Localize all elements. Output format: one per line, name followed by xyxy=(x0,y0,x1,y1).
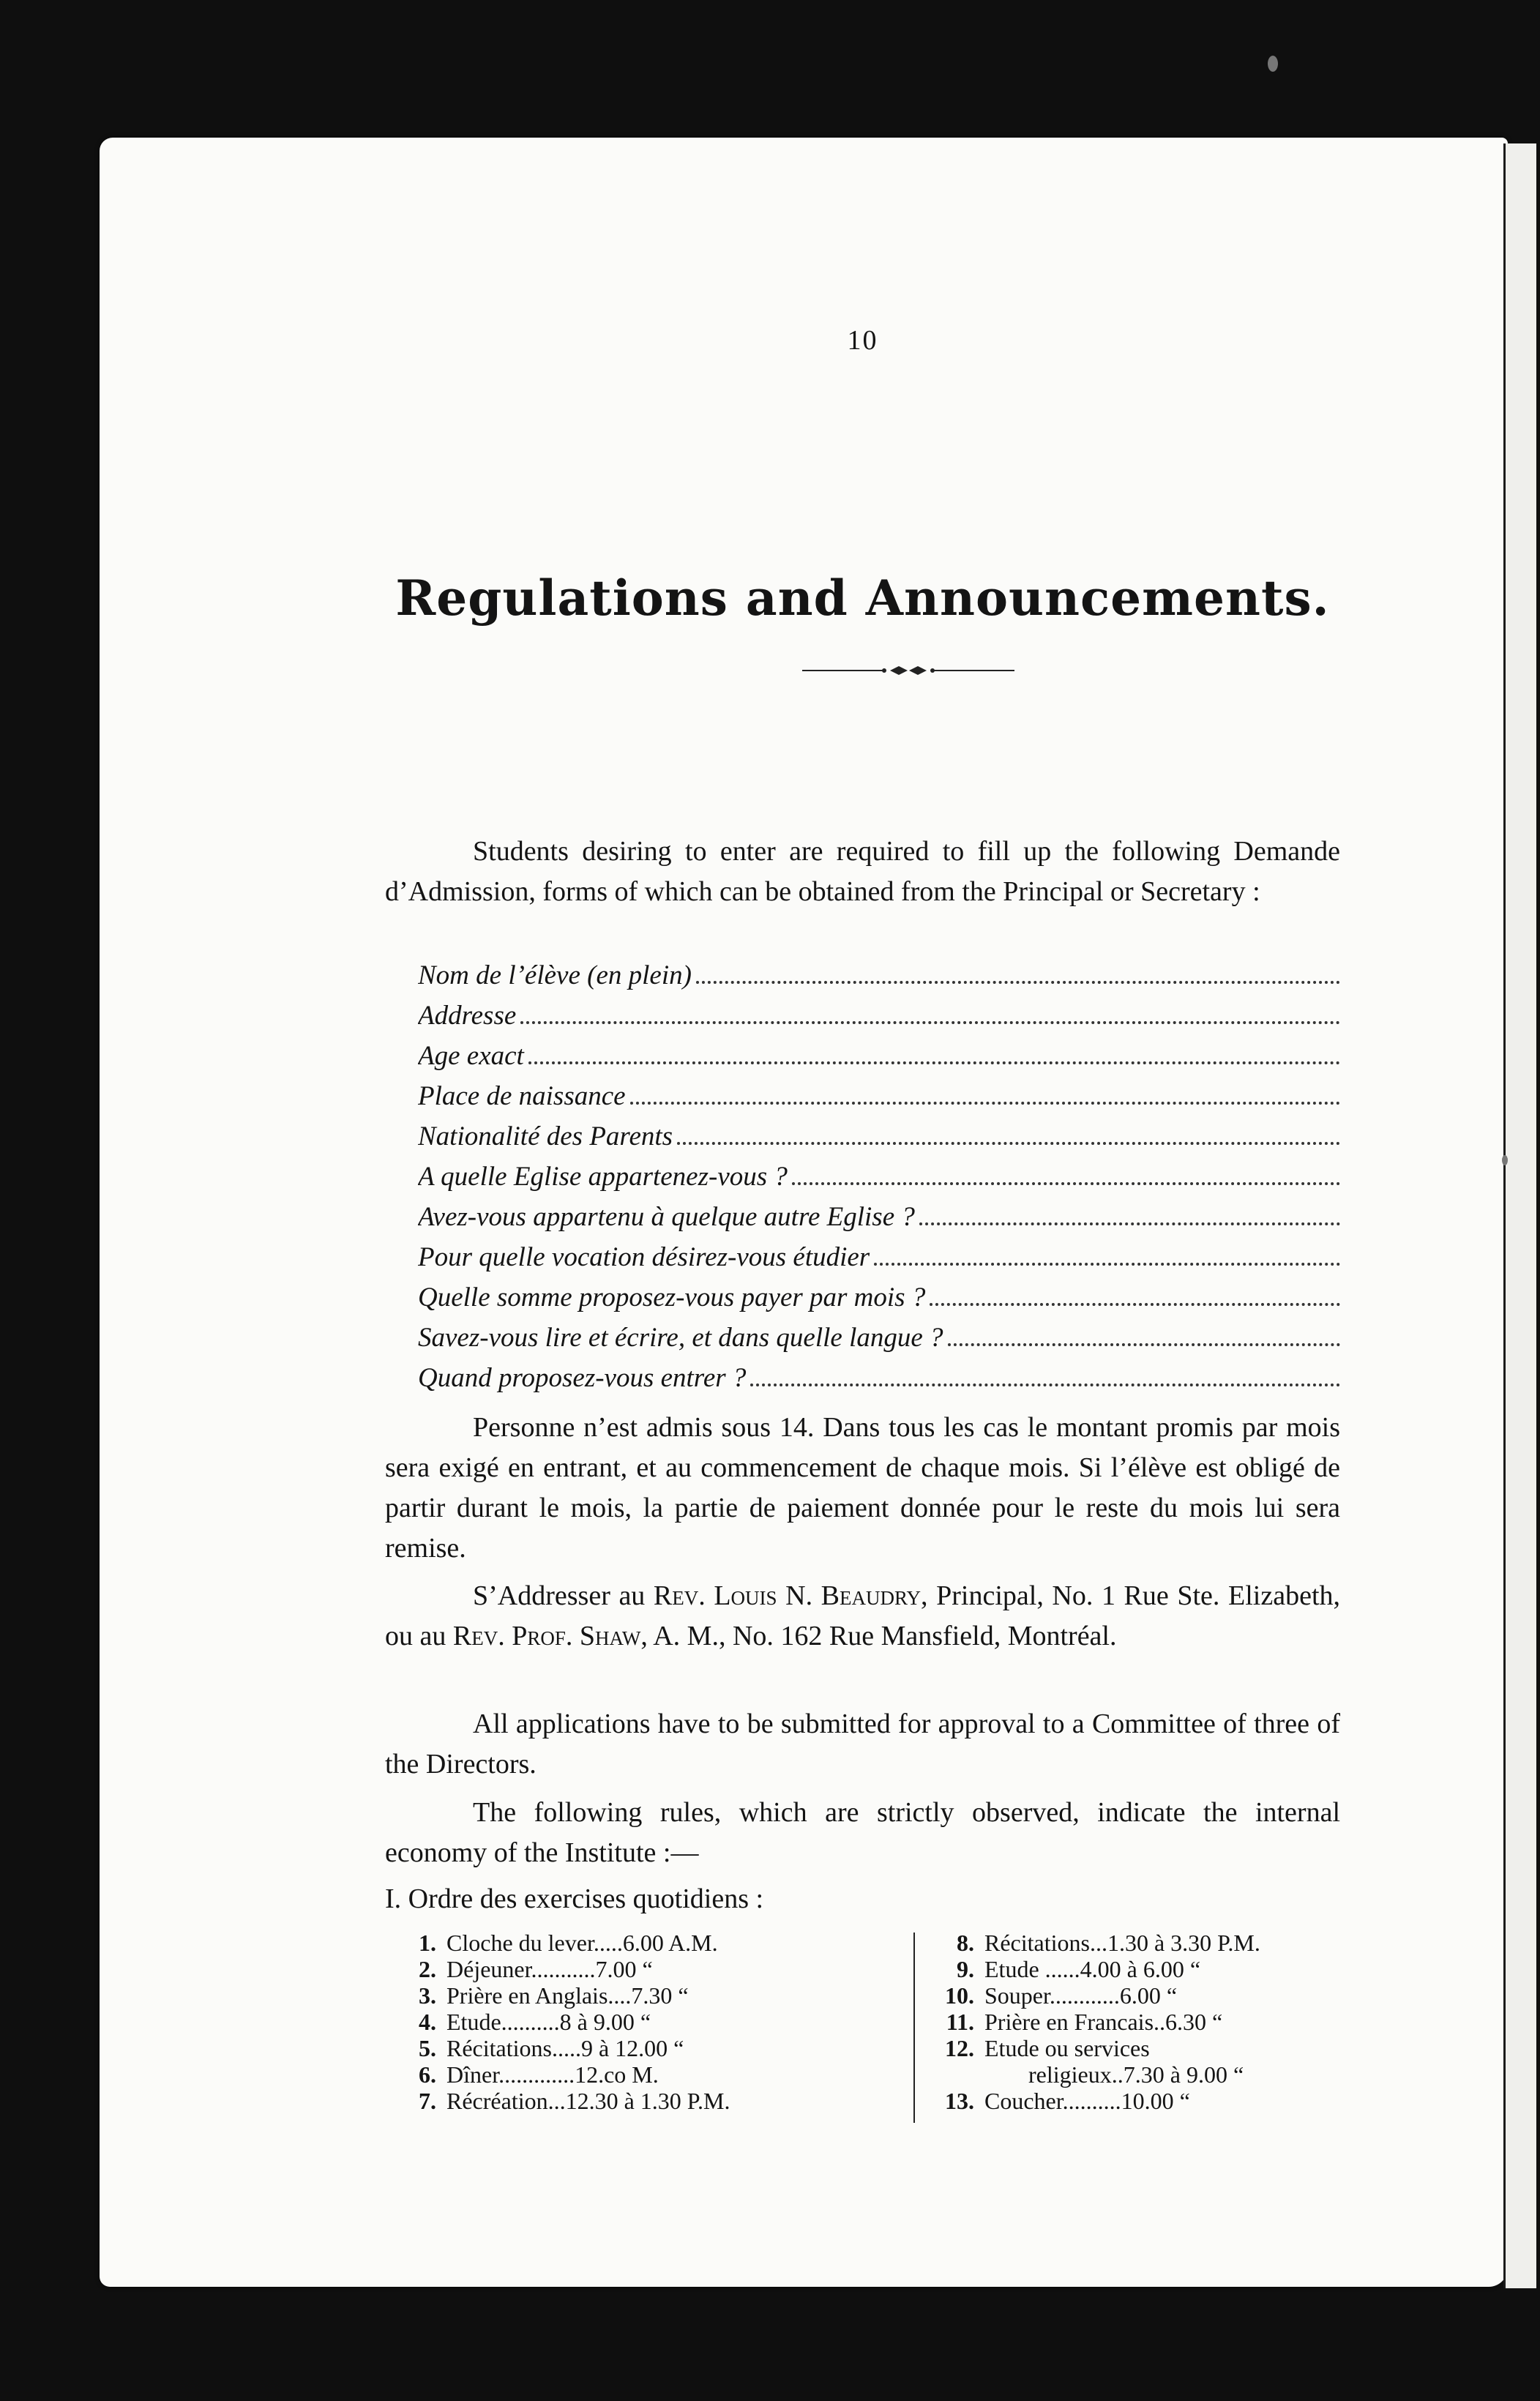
schedule-row xyxy=(385,2009,905,2035)
schedule-entry: Souper............6.00 “ xyxy=(984,1982,1178,2009)
principal-name: Rev. Louis N. Beaudry xyxy=(653,1580,922,1611)
dotted-fill-line xyxy=(750,1384,1340,1386)
form-field-label: Addresse xyxy=(418,1001,517,1031)
admission-form-fields xyxy=(418,960,1340,1403)
form-field-label: Quelle somme proposez-vous payer par mois ? xyxy=(418,1282,926,1312)
section-heading: I. Ordre des exercises quotidiens : xyxy=(385,1883,764,1914)
schedule-number: 5. xyxy=(419,2035,436,2061)
schedule-number: 2. xyxy=(419,1956,436,1982)
schedule-row xyxy=(923,1930,1340,1956)
schedule-number: 9. xyxy=(957,1956,974,1982)
schedule-number: 4. xyxy=(419,2009,436,2035)
dotted-fill-line xyxy=(792,1182,1340,1185)
schedule-entry: Prière en Anglais....7.30 “ xyxy=(446,1982,689,2009)
schedule-entry: Récitations.....9 à 12.00 “ xyxy=(446,2035,684,2061)
form-field-label: Nom de l’élève (en plein) xyxy=(418,960,692,990)
form-field-autre-eglise xyxy=(418,1201,1340,1241)
schedule-row xyxy=(923,2061,1340,2088)
schedule-entry: Etude ......4.00 à 6.00 “ xyxy=(984,1956,1201,1982)
schedule-number: 8. xyxy=(957,1930,974,1956)
schedule-row xyxy=(923,1982,1340,2009)
schedule-entry: Cloche du lever.....6.00 A.M. xyxy=(446,1930,718,1956)
page-title: Regulations and Announcements. xyxy=(395,570,1330,627)
form-field-langue xyxy=(418,1322,1340,1362)
dotted-fill-line xyxy=(930,1303,1340,1306)
applications-paragraph: All applications have to be submitted for approval to a Committee of three of the Directors. xyxy=(385,1709,1340,1780)
dotted-fill-line xyxy=(677,1142,1340,1145)
schedule-number: 11. xyxy=(946,2009,974,2035)
page-number: 10 xyxy=(847,325,878,356)
schedule-row xyxy=(385,1930,905,1956)
schedule-entry: religieux..7.30 à 9.00 “ xyxy=(1028,2061,1244,2088)
schedule-row xyxy=(923,1956,1340,1982)
professor-name: Rev. Prof. Shaw xyxy=(452,1621,641,1651)
form-field-label: Savez-vous lire et écrire, et dans quelle langue ? xyxy=(418,1323,943,1353)
schedule-entry: Récitations...1.30 à 3.30 P.M. xyxy=(984,1930,1260,1956)
form-field-label: Nationalité des Parents xyxy=(418,1121,673,1151)
intro-paragraph: Students desiring to enter are required to fill up the following Demande d’Admission, forms of which can be obtained from the Principal or Secretary : xyxy=(385,836,1340,907)
schedule-row xyxy=(923,2009,1340,2035)
scan-speck xyxy=(1268,56,1278,72)
rules-paragraph: The following rules, which are strictly observed, indicate the internal economy of the Institute :— xyxy=(385,1797,1340,1868)
dotted-fill-line xyxy=(874,1263,1340,1266)
schedule-entry: Etude ou services xyxy=(984,2035,1150,2061)
schedule-row xyxy=(923,2035,1340,2061)
address-text: S’Addresser au xyxy=(473,1580,654,1611)
schedule-number: 6. xyxy=(419,2061,436,2088)
schedule-row xyxy=(923,2088,1340,2114)
column-divider xyxy=(913,1933,915,2123)
schedule-row xyxy=(385,2061,905,2088)
schedule-entry: Dîner.............12.co M. xyxy=(446,2061,659,2088)
schedule-row xyxy=(385,1982,905,2009)
schedule-number: 13. xyxy=(945,2088,974,2114)
form-field-nom xyxy=(418,960,1340,1000)
address-text: , A. M., No. 162 Rue Mansfield, Montréal. xyxy=(640,1621,1117,1651)
schedule-right-column xyxy=(923,1930,1340,2114)
address-paragraph xyxy=(385,1576,1340,1657)
schedule-left-column xyxy=(385,1930,905,2114)
schedule-entry: Prière en Francais..6.30 “ xyxy=(984,2009,1223,2035)
document-page xyxy=(100,138,1508,2287)
schedule-number: 3. xyxy=(419,1982,436,2009)
form-field-age xyxy=(418,1040,1340,1080)
schedule-row xyxy=(385,1956,905,1982)
form-field-naissance xyxy=(418,1080,1340,1121)
schedule-row xyxy=(385,2035,905,2061)
form-field-nationalite xyxy=(418,1121,1340,1161)
form-field-label: Quand proposez-vous entrer ? xyxy=(418,1363,747,1393)
schedule-number: 12. xyxy=(945,2035,974,2061)
dotted-fill-line xyxy=(630,1102,1340,1105)
form-field-label: A quelle Eglise appartenez-vous ? xyxy=(418,1162,788,1192)
form-field-label: Place de naissance xyxy=(418,1081,626,1111)
form-field-eglise xyxy=(418,1161,1340,1201)
dotted-fill-line xyxy=(520,1021,1340,1024)
title-ornament xyxy=(802,662,1014,679)
schedule-entry: Récréation...12.30 à 1.30 P.M. xyxy=(446,2088,730,2114)
adjacent-page-edge xyxy=(1503,143,1536,2288)
admission-paragraph: Personne n’est admis sous 14. Dans tous les cas le montant promis par mois sera exigé en entrant, et au commencement de chaque mois. Si l’élève est obligé de partir durant le mois, la partie de paiement donnée pour le reste du mois lui sera remise. xyxy=(385,1412,1340,1564)
schedule-entry: Coucher..........10.00 “ xyxy=(984,2088,1190,2114)
scan-speck xyxy=(1502,1155,1508,1165)
schedule-number: 7. xyxy=(419,2088,436,2114)
dotted-fill-line xyxy=(919,1222,1340,1225)
form-field-somme xyxy=(418,1282,1340,1322)
schedule-row xyxy=(385,2088,905,2114)
address-text: , Principal, No. 1 Rue Ste. Elizabeth, ou au xyxy=(385,1580,1340,1651)
dotted-fill-line xyxy=(528,1061,1340,1064)
form-field-vocation xyxy=(418,1241,1340,1282)
dotted-fill-line xyxy=(948,1343,1340,1346)
form-field-addresse xyxy=(418,1000,1340,1040)
form-field-label: Pour quelle vocation désirez-vous étudier xyxy=(418,1242,870,1272)
dotted-fill-line xyxy=(696,981,1340,984)
form-field-entrer xyxy=(418,1362,1340,1403)
schedule-number: 1. xyxy=(419,1930,436,1956)
form-field-label: Avez-vous appartenu à quelque autre Eglise ? xyxy=(418,1202,915,1232)
schedule-entry: Etude..........8 à 9.00 “ xyxy=(446,2009,651,2035)
schedule-entry: Déjeuner...........7.00 “ xyxy=(446,1956,653,1982)
form-field-label: Age exact xyxy=(418,1041,524,1071)
schedule-number: 10. xyxy=(945,1982,974,2009)
